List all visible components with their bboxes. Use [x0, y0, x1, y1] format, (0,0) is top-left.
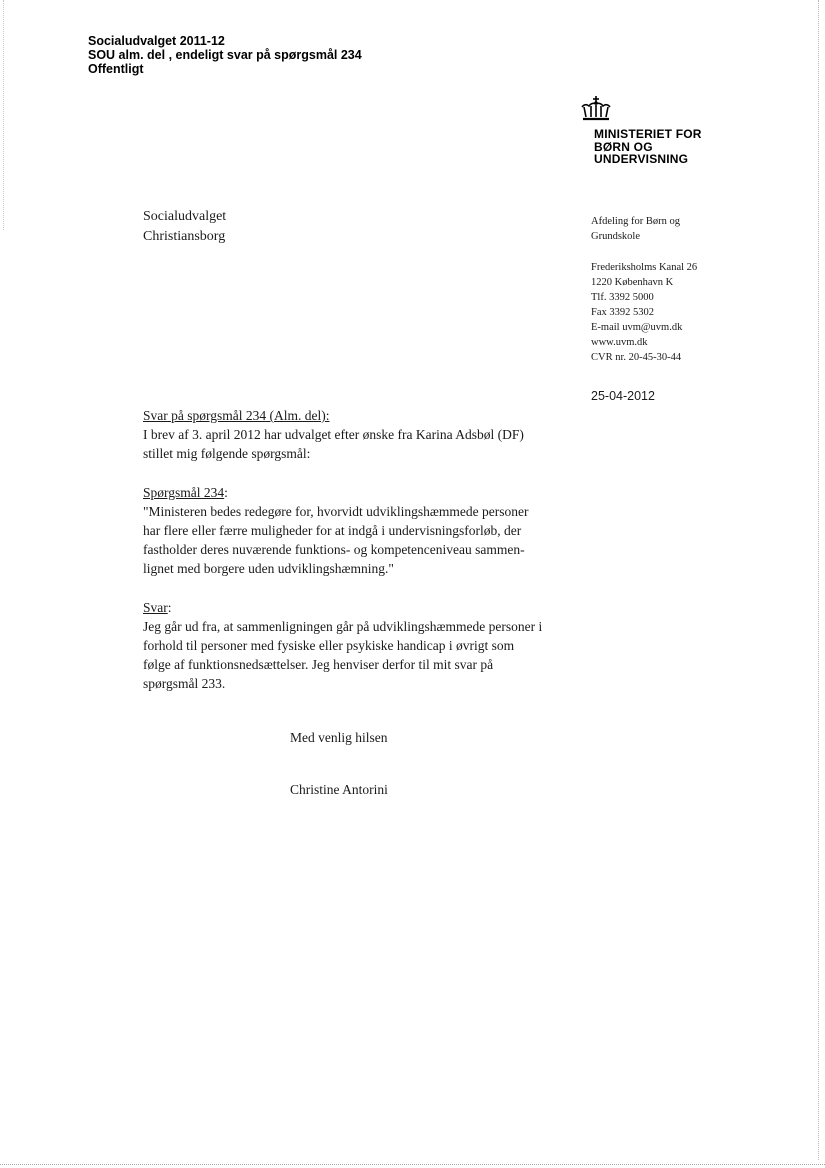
intro-line: stillet mig følgende spørgsmål:: [143, 446, 311, 462]
question-line: fastholder deres nuværende funktions- og kompetenceniveau sammen-: [143, 542, 525, 558]
question-line: "Ministeren bedes redegøre for, hvorvidt udviklingshæmmede personer: [143, 503, 529, 519]
answer-line: spørgsmål 233.: [143, 676, 226, 692]
letter-body: [143, 406, 563, 713]
scan-edge-right: [817, 0, 819, 1160]
answer-heading: Svar: [143, 599, 168, 615]
sender-phone: Tlf. 3392 5000: [591, 292, 654, 303]
sender-info: [591, 214, 697, 365]
letter-date: 25-04-2012: [591, 389, 655, 403]
sender-department: [591, 214, 697, 244]
committee-session: Socialudvalget 2011-12: [88, 34, 225, 48]
scan-edge-bottom: [0, 1163, 825, 1165]
ministry-line: UNDERVISNING: [594, 152, 689, 166]
question-heading-colon: :: [224, 484, 228, 500]
ministry-line: BØRN OG: [594, 139, 653, 154]
document-header: [88, 34, 362, 76]
closing-greeting: Med venlig hilsen: [290, 730, 388, 745]
question-line: lignet med borgere uden udviklingshæmning.": [143, 561, 394, 577]
document-reference: SOU alm. del , endeligt svar på spørgsmål 234: [88, 48, 362, 62]
question-line: har flere eller færre muligheder for at indgå i undervisningsforløb, der: [143, 523, 522, 539]
answer-line: Jeg går ud fra, at sammenligningen går på udviklingshæmmede personer i: [143, 618, 543, 634]
scan-edge-left: [3, 0, 5, 230]
sender-web: www.uvm.dk: [591, 337, 648, 348]
answer-line: følge af funktionsnedsættelser. Jeg henviser derfor til mit svar på: [143, 657, 494, 673]
public-status: Offentligt: [88, 62, 144, 76]
recipient-location: Christiansborg: [143, 229, 226, 244]
ministry-logo-text: [594, 128, 702, 166]
question-heading: Spørgsmål 234: [143, 484, 225, 500]
royal-crown-icon: [578, 95, 614, 123]
department-line: Afdeling for Børn og: [591, 216, 680, 227]
recipient-address: [143, 207, 226, 247]
answer-line: forhold til personer med fysiske eller psykiske handicap i øvrigt som: [143, 638, 515, 654]
sender-city: 1220 København K: [591, 277, 674, 288]
sender-fax: Fax 3392 5302: [591, 307, 654, 318]
answer-paragraph: [143, 598, 563, 694]
intro-heading: Svar på spørgsmål 234 (Alm. del):: [143, 408, 330, 423]
department-line: Grundskole: [591, 231, 640, 242]
answer-heading-colon: :: [167, 599, 172, 615]
ministry-line: MINISTERIET FOR: [594, 127, 702, 141]
sender-cvr: CVR nr. 20-45-30-44: [591, 352, 682, 363]
intro-line: I brev af 3. april 2012 har udvalget efter ønske fra Karina Adsbøl (DF): [143, 427, 524, 443]
intro-paragraph: [143, 406, 563, 464]
sender-address: Frederiksholms Kanal 26: [591, 262, 698, 273]
recipient-name: Socialudvalget: [143, 209, 227, 224]
sender-email: E-mail uvm@uvm.dk: [591, 322, 683, 333]
question-paragraph: [143, 483, 563, 579]
signature-name: Christine Antorini: [290, 782, 388, 797]
